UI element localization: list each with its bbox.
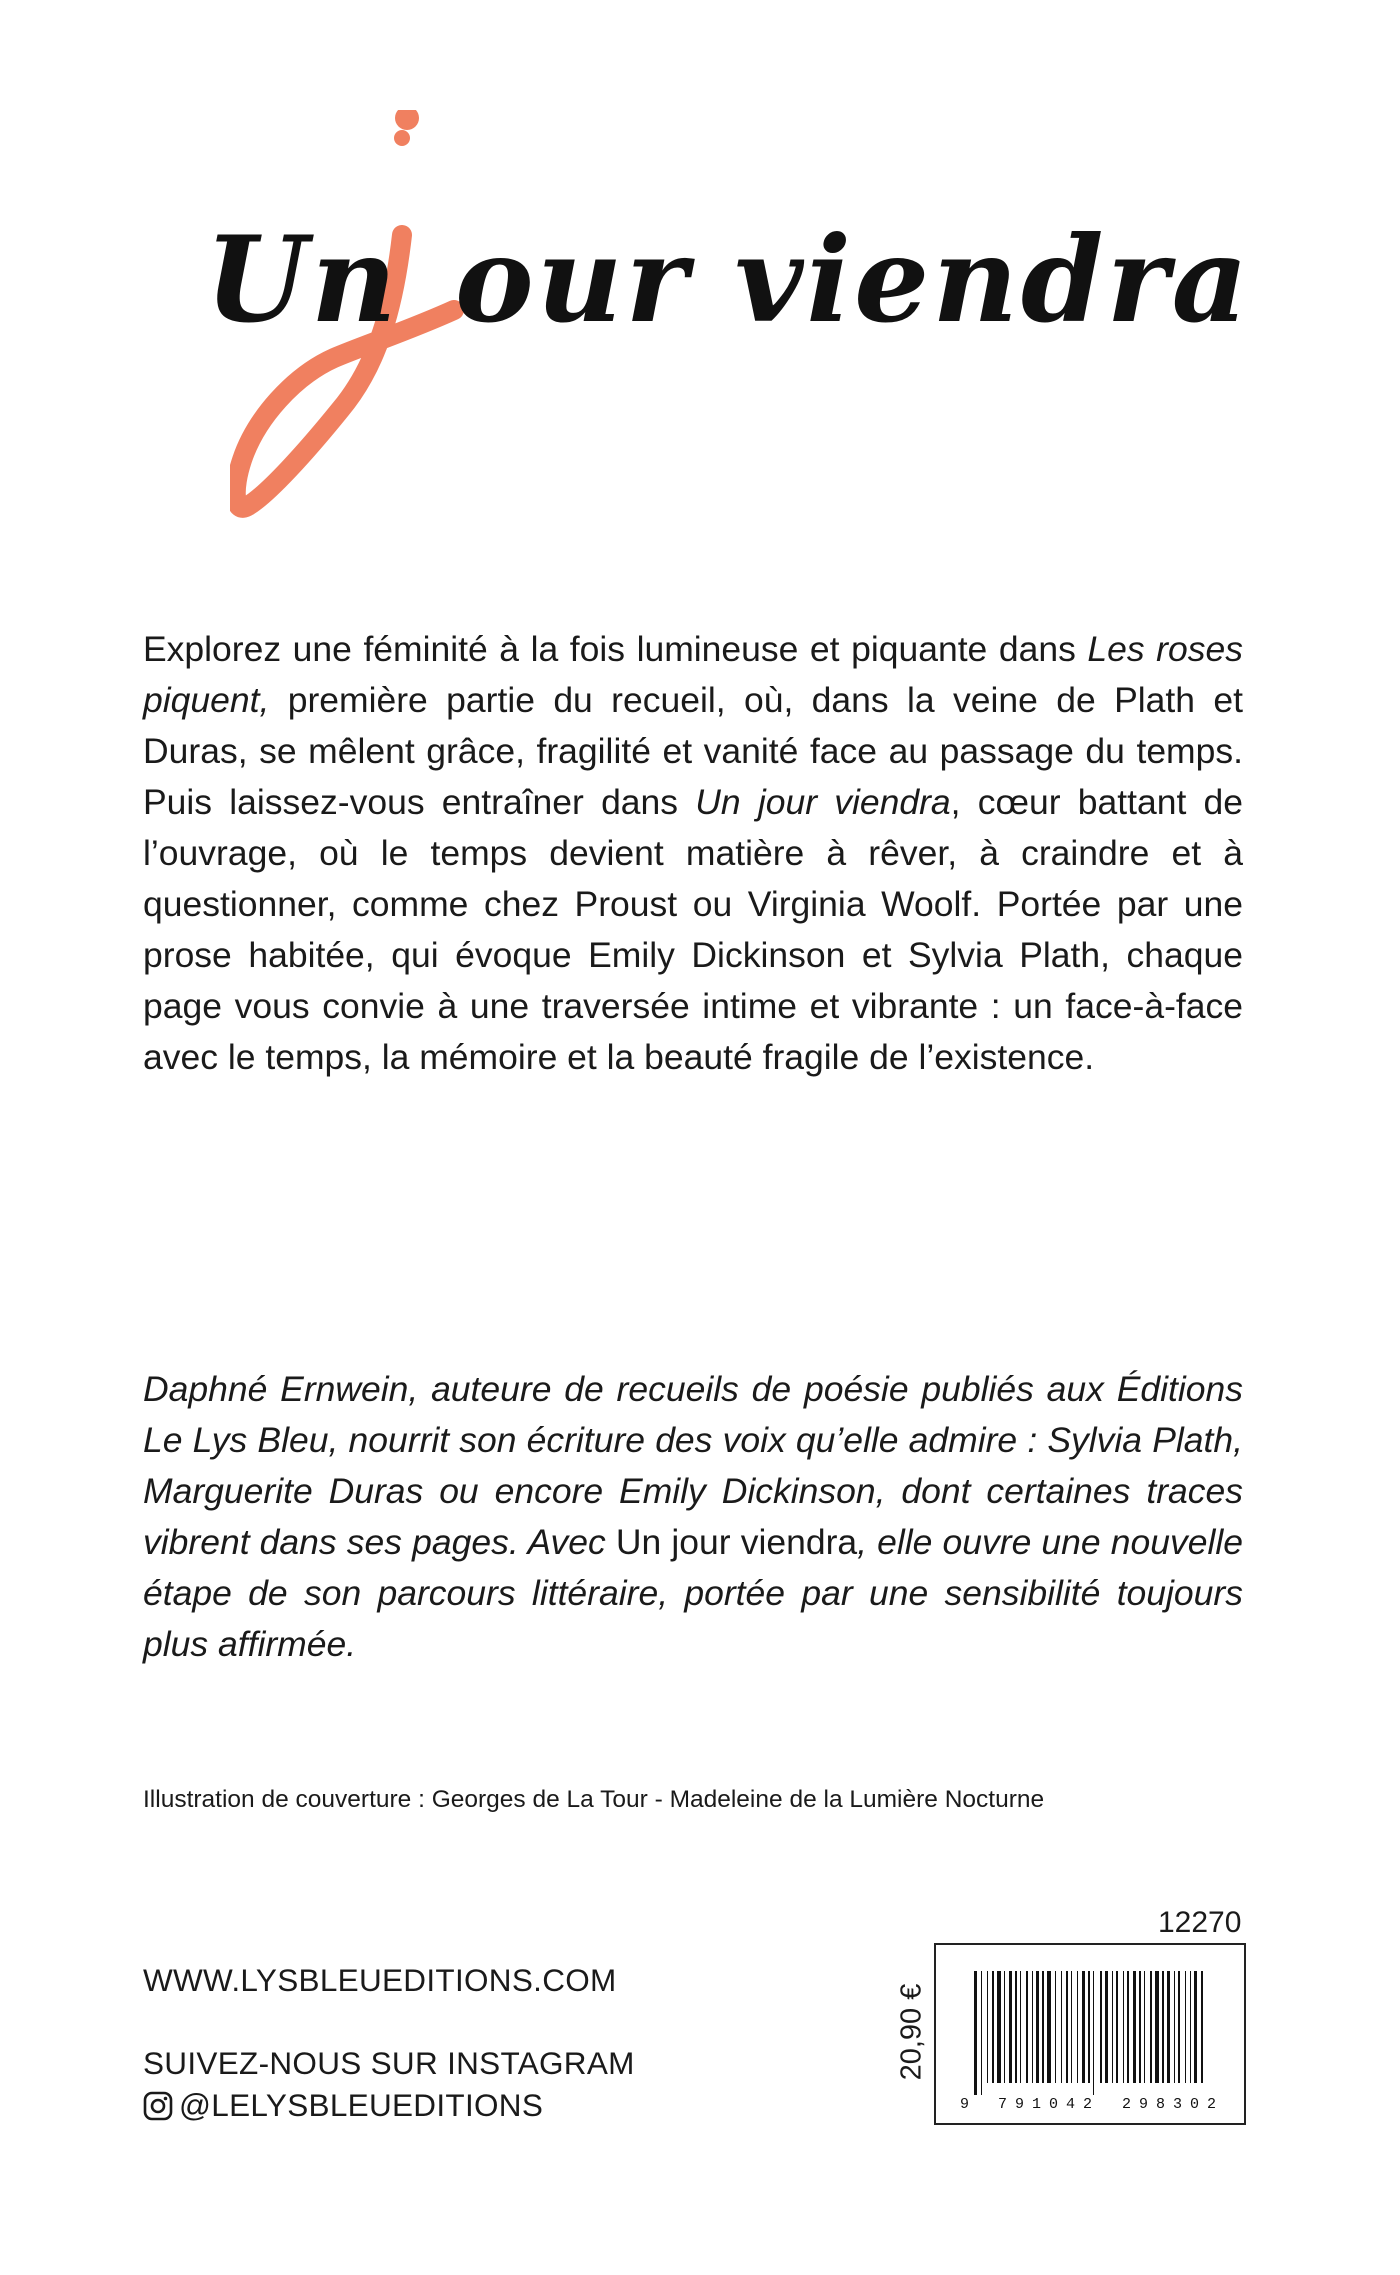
barcode-bar [1116, 1971, 1118, 2083]
barcode-bar [1144, 1971, 1145, 2083]
summary-text-2: première partie du recueil, où, dans la veine de Plath et Duras, se mêlent grâce, fragilité et vanité face au passage du temps. Puis laissez-vous entraîner dans [143, 680, 1243, 822]
isbn-digit: 3 [1173, 2096, 1183, 2113]
barcode-bar [1105, 1971, 1108, 2083]
barcode-bar [981, 1971, 982, 2095]
barcode-bar [1155, 1971, 1159, 2083]
barcode-bar [1071, 1971, 1072, 2083]
barcode-bar [1066, 1971, 1068, 2083]
letter-j-dot [395, 110, 419, 130]
barcode-bar [1088, 1971, 1090, 2083]
barcode-bar [1123, 1971, 1124, 2083]
barcode-bar [1036, 1971, 1039, 2083]
title-word-rest: our viendra [455, 210, 1252, 349]
barcode-bar [997, 1971, 1001, 2083]
barcode-bar [1004, 1971, 1005, 2083]
book-title [200, 110, 1252, 530]
isbn-digit: 2 [1122, 2096, 1132, 2113]
book-price: 20,90 € [895, 1983, 928, 2081]
isbn-digit: 8 [1156, 2096, 1166, 2113]
barcode-bar [1009, 1971, 1012, 2083]
isbn-barcode [934, 1943, 1246, 2125]
barcode-bar [1077, 1971, 1078, 2083]
isbn-digit: 9 [1015, 2096, 1025, 2113]
barcode-bar [974, 1971, 977, 2095]
instagram-icon [143, 2091, 173, 2121]
isbn-digit: 1 [1032, 2096, 1042, 2113]
barcode-bar [1093, 1971, 1094, 2095]
isbn-digit: 9 [960, 2096, 970, 2113]
cover-illustration-credit: Illustration de couverture : Georges de La Tour - Madeleine de la Lumière Nocturne [143, 1786, 1045, 1813]
product-code: 12270 [1158, 1906, 1242, 1939]
barcode-bar [992, 1971, 994, 2083]
bio-text-1: Daphné Ernwein, auteure de recueils de poésie publiés aux Éditions Le Lys Bleu, nourrit son écriture des voix qu’elle admire : Sylvia Plath, Marguerite Duras ou encore Emily Dickinson, dont certaines traces vibrent dans ses pages. Avec [143, 1369, 1243, 1562]
barcode-bar [1112, 1971, 1113, 2083]
barcode-bar [1190, 1971, 1191, 2083]
isbn-digit: 9 [1139, 2096, 1149, 2113]
barcode-bar [1061, 1971, 1062, 2083]
barcode-bar [1047, 1971, 1051, 2083]
barcode-bar [1015, 1971, 1017, 2083]
barcode-bar [1139, 1971, 1141, 2083]
isbn-digit: 2 [1083, 2096, 1093, 2113]
barcode-bar [1201, 1971, 1203, 2083]
summary-italic-un-jour-viendra: Un jour viendra [695, 782, 951, 822]
instagram-handle: @LELYSBLEUEDITIONS [179, 2087, 544, 2123]
summary-text-3: , cœur battant de l’ouvrage, où le temps devient matière à rêver, à craindre et à questionner, comme chez Proust ou Virginia Woolf. Portée par une prose habitée, qui évoque Emily Dickinson et Sylvia Plath, chaque page vous convie à une traversée intime et vibrante : un face-à-face avec le temps, la mémoire et la beauté fragile de l’existence. [143, 782, 1244, 1077]
barcode-bar [1020, 1971, 1021, 2083]
instagram-handle-row[interactable] [143, 2087, 543, 2124]
barcode-bar [1127, 1971, 1129, 2083]
barcode-bar [1150, 1971, 1152, 2083]
barcode-bar [1026, 1971, 1028, 2083]
barcode-bar [1162, 1971, 1164, 2083]
bio-text-2: , elle ouvre une nouvelle étape de son parcours littéraire, portée par une sensibilité toujours plus affirmée. [143, 1522, 1244, 1664]
letter-j-dot-tail [394, 130, 410, 146]
isbn-digit: 7 [998, 2096, 1008, 2113]
barcode-bar [987, 1971, 988, 2083]
book-summary [143, 624, 1243, 1083]
isbn-digit: 0 [1190, 2096, 1200, 2113]
barcode-bar [1185, 1971, 1186, 2083]
title-word-un: Un [205, 210, 400, 349]
barcode-bar [1100, 1971, 1102, 2083]
barcode-bar [1032, 1971, 1033, 2083]
publisher-website-link[interactable]: WWW.LYSBLEUEDITIONS.COM [143, 1962, 617, 1998]
barcode-bar [1133, 1971, 1136, 2083]
summary-text-1: Explorez une féminité à la fois lumineuse et piquante dans [143, 629, 1088, 669]
isbn-digit: 2 [1207, 2096, 1217, 2113]
barcode-bar [1178, 1971, 1180, 2083]
isbn-digit: 0 [1049, 2096, 1059, 2113]
instagram-follow-text: SUIVEZ-NOUS SUR INSTAGRAM [143, 2045, 635, 2081]
barcode-bar [1082, 1971, 1085, 2083]
author-bio [143, 1364, 1243, 1670]
bio-book-title: Un jour viendra [615, 1522, 858, 1562]
barcode-bar [1055, 1971, 1056, 2083]
summary-italic-les-roses-piquent: Les roses piquent, [143, 629, 1243, 720]
barcode-bar [1167, 1971, 1170, 2083]
barcode-graphic [936, 1945, 1244, 2123]
barcode-bar [1194, 1971, 1197, 2083]
isbn-digit: 4 [1066, 2096, 1076, 2113]
barcode-bar [1174, 1971, 1175, 2083]
barcode-bar [1042, 1971, 1044, 2083]
